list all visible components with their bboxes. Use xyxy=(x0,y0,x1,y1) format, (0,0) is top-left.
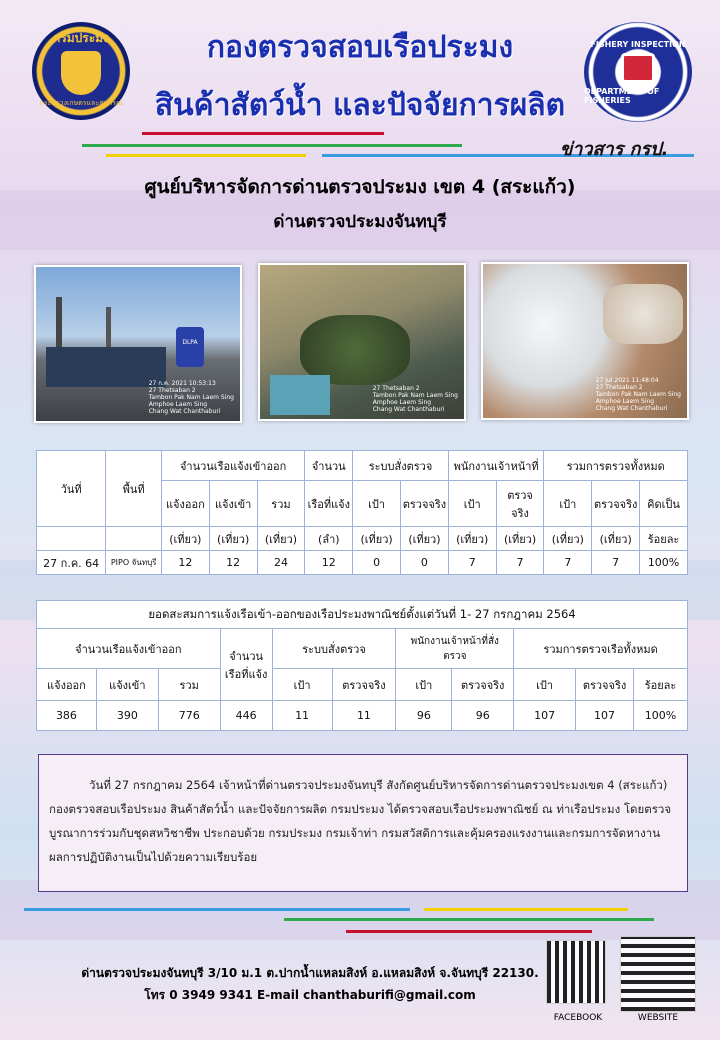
photo-timestamp: 27 ก.ค. 2021 10:53:13 27 Thetsaban 2 Tambon Pak Nam Laem Sing Amphoe Laem Sing Chang Wat Chanthaburi xyxy=(148,380,234,415)
unit-trip: (เที่ยว) xyxy=(209,527,257,551)
cumulative-inspection-table xyxy=(36,600,688,731)
facebook-qr-code[interactable] xyxy=(546,940,606,1004)
report-text: วันที่ 27 กรกฎาคม 2564 เจ้าหน้าที่ด่านตรวจประมงจันทบุรี สังกัดศูนย์บริหารจัดการด่านตรวจประมงเขต 4 (สระแก้ว) กองตรวจสอบเรือประมง สินค้าสัตว์น้ำ และปัจจัยการผลิต กรมประมง ได้ตรวจสอบเรือประมงพาณิชย์ ณ ท่าเรือประมง โดยตรวจบูรณาการร่วมกับชุดสหวิชาชีพ ประกอบด้วย กรมประมง กรมเจ้าท่า กรมสวัสดิการและคุ้มครองแรงงานและกรมการจัดหางาน ผลการปฏิบัติงานเป็นไปด้วยความเรียบร้อย xyxy=(49,778,672,864)
divider-line xyxy=(284,918,654,921)
subheader-in: แจ้งเข้า xyxy=(96,669,158,701)
cell-sum: 776 xyxy=(158,701,220,731)
news-label: ข่าวสาร กรป. xyxy=(560,139,669,160)
header-order: ระบบสั่งตรวจ xyxy=(353,451,449,481)
cell-percent: 100% xyxy=(633,701,687,731)
subheader-out: แจ้งออก xyxy=(161,481,209,527)
subheader-target: เป้า xyxy=(544,481,592,527)
unit-trip: (เที่ยว) xyxy=(401,527,449,551)
unit-percent: ร้อยละ xyxy=(640,527,688,551)
ice-pile xyxy=(603,284,683,344)
cell-area: PIPO จันทบุรี xyxy=(106,551,162,575)
subheader-out: แจ้งออก xyxy=(37,669,97,701)
table-row xyxy=(37,701,688,731)
cell-officer-target: 96 xyxy=(396,701,452,731)
inspector-vest: DLPA xyxy=(176,327,204,367)
unit-trip: (เที่ยว) xyxy=(544,527,592,551)
emblem-icon xyxy=(61,51,101,95)
station-title: ด่านตรวจประมงจันทบุรี xyxy=(273,212,447,232)
cell-date: 27 ก.ค. 64 xyxy=(37,551,106,575)
header-officer: พนักงานเจ้าหน้าที่ xyxy=(448,451,544,481)
header-count: จำนวน xyxy=(305,451,353,481)
cell-order-target: 0 xyxy=(353,551,401,575)
header-order: ระบบสั่งตรวจ xyxy=(272,629,396,669)
cell-officer-actual: 96 xyxy=(452,701,514,731)
subheader-actual: ตรวจจริง xyxy=(452,669,514,701)
header-notice: จำนวนเรือแจ้งเข้าออก xyxy=(161,451,304,481)
facebook-label: FACEBOOK xyxy=(553,1013,603,1023)
cell-in: 390 xyxy=(96,701,158,731)
logo-text: กรมประมง xyxy=(53,31,109,45)
header-total: รวมการตรวจทั้งหมด xyxy=(544,451,688,481)
cell-order-target: 11 xyxy=(272,701,332,731)
subheader-actual: ตรวจจริง xyxy=(332,669,396,701)
website-qr-code[interactable] xyxy=(620,936,696,1012)
divider-line xyxy=(82,144,462,147)
subheader-target: เป้า xyxy=(396,669,452,701)
cell-total-target: 7 xyxy=(544,551,592,575)
subheader-actual: ตรวจจริง xyxy=(592,481,640,527)
ship-icon xyxy=(621,53,655,83)
divider-line xyxy=(424,908,628,911)
subheader-sum: รวม xyxy=(158,669,220,701)
cell-total-target: 107 xyxy=(514,701,576,731)
divider-line xyxy=(142,132,384,135)
cell-percent: 100% xyxy=(640,551,688,575)
header-area: พื้นที่ xyxy=(106,451,162,527)
cell-order-actual: 0 xyxy=(401,551,449,575)
unit-trip: (เที่ยว) xyxy=(448,527,496,551)
photo-shrimp-catch xyxy=(481,262,689,420)
photo-fishing-nets xyxy=(258,263,466,421)
page-title-line1: กองตรวจสอบเรือประมง xyxy=(206,30,514,65)
unit-trip: (เที่ยว) xyxy=(257,527,305,551)
divider-line xyxy=(346,930,592,933)
subheader-in: แจ้งเข้า xyxy=(209,481,257,527)
department-of-fisheries-logo xyxy=(32,22,130,120)
unit-boat: (ลำ) xyxy=(305,527,353,551)
subheader-sum: รวม xyxy=(257,481,305,527)
header-total: รวมการตรวจเรือทั้งหมด xyxy=(514,629,688,669)
photo-timestamp: 27 Thetsaban 2 Tambon Pak Nam Laem Sing Amphoe Laem Sing Chang Wat Chanthaburi xyxy=(372,385,458,413)
subheader-actual: ตรวจ จริง xyxy=(496,481,544,527)
daily-inspection-table xyxy=(36,450,688,575)
subheader-target: เป้า xyxy=(514,669,576,701)
subheader-actual: ตรวจจริง xyxy=(576,669,634,701)
subheader-target: เป้า xyxy=(272,669,332,701)
unit-trip: (เที่ยว) xyxy=(496,527,544,551)
header-notice: จำนวนเรือแจ้งเข้าออก xyxy=(37,629,221,669)
cell-order-actual: 11 xyxy=(332,701,396,731)
photo-dock-inspection xyxy=(34,265,242,423)
cumulative-table-title: ยอดสะสมการแจ้งเรือเข้า-ออกของเรือประมงพาณิชย์ตั้งแต่วันที่ 1- 27 กรกฎาคม 2564 xyxy=(37,601,688,629)
subheader-actual: ตรวจจริง xyxy=(401,481,449,527)
subheader-boats: เรือที่แจ้ง xyxy=(305,481,353,527)
logo-text-top: FISHERY INSPECTION xyxy=(590,39,686,49)
header-count: จำนวน เรือที่แจ้ง xyxy=(220,629,272,701)
page-title-line2: สินค้าสัตว์น้ำ และปัจจัยการผลิต xyxy=(154,88,566,123)
cell-total-actual: 107 xyxy=(576,701,634,731)
cell-officer-target: 7 xyxy=(448,551,496,575)
divider-line xyxy=(24,908,410,911)
website-label: WEBSITE xyxy=(637,1013,679,1023)
boat-deck xyxy=(270,375,330,415)
subheader-target: เป้า xyxy=(448,481,496,527)
cell-boats: 12 xyxy=(305,551,353,575)
header-date: วันที่ xyxy=(37,451,106,527)
cell-out: 386 xyxy=(37,701,97,731)
subheader-percent: ร้อยละ xyxy=(633,669,687,701)
center-title: ศูนย์บริหารจัดการด่านตรวจประมง เขต 4 (สระแก้ว) xyxy=(144,176,576,198)
logo-subtext: กระทรวงเกษตรและสหกรณ์ xyxy=(39,99,123,107)
fishery-inspection-logo xyxy=(584,22,692,122)
cell-officer-actual: 7 xyxy=(496,551,544,575)
divider-line xyxy=(106,154,306,157)
footer-address: ด่านตรวจประมงจันทบุรี 3/10 ม.1 ต.ปากน้ำแหลมสิงห์ อ.แหลมสิงห์ จ.จันทบุรี 22130. xyxy=(81,966,539,980)
cell-boats: 446 xyxy=(220,701,272,731)
header-officer: พนักงานเจ้าหน้าที่สั่ง ตรวจ xyxy=(396,629,514,669)
report-summary xyxy=(38,754,688,892)
cell-total-actual: 7 xyxy=(592,551,640,575)
cell-sum: 24 xyxy=(257,551,305,575)
photo-timestamp: 27 Jul 2021 11:48:04 27 Thetsaban 2 Tambon Pak Nam Laem Sing Amphoe Laem Sing Chang Wat Chanthaburi xyxy=(595,377,681,412)
cell-out: 12 xyxy=(161,551,209,575)
cell-in: 12 xyxy=(209,551,257,575)
unit-trip: (เที่ยว) xyxy=(353,527,401,551)
unit-trip: (เที่ยว) xyxy=(161,527,209,551)
table-row xyxy=(37,551,688,575)
subheader-target: เป้า xyxy=(353,481,401,527)
footer-contact: โทร 0 3949 9341 E-mail chanthaburifi@gmail.com xyxy=(144,988,476,1002)
logo-text-bottom: DEPARTMENT OF FISHERIES xyxy=(584,86,660,105)
subheader-percent: คิดเป็น xyxy=(640,481,688,527)
unit-trip: (เที่ยว) xyxy=(592,527,640,551)
